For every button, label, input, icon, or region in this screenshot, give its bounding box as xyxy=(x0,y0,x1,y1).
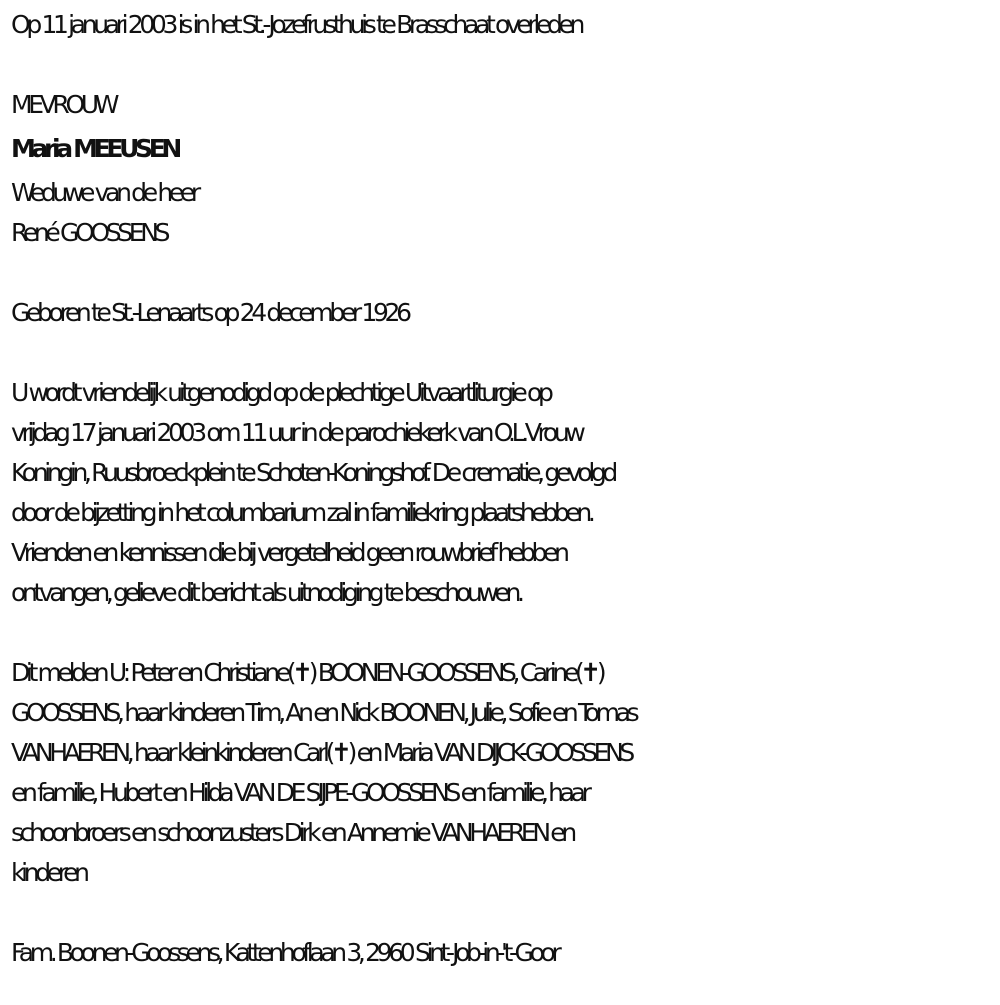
salutation: MEVROUW xyxy=(11,90,116,119)
deceased-name: Maria MEEUSEN xyxy=(11,134,179,163)
family-line: schoonbroers en schoonzusters Dirk en Annemie VANHAEREN en xyxy=(11,818,573,847)
invitation-line: U wordt vriendelijk uitgenodigd op de plechtige Uitvaartliturgie op xyxy=(11,378,550,407)
spacer xyxy=(11,613,991,653)
spacer xyxy=(11,45,991,85)
invitation-line: ontvangen, gelieve dit bericht als uitnodiging te beschouwen. xyxy=(11,578,521,607)
invitation-line: vrijdag 17 januari 2003 om 11 uur in de parochiekerk van O.L.Vrouw xyxy=(11,418,582,447)
family-line: Dit melden U: Peter en Christiane(✝) BOONEN-GOOSSENS, Carine(✝) xyxy=(11,658,603,687)
spacer xyxy=(11,333,991,373)
husband-name: René GOOSSENS xyxy=(11,218,167,247)
birth-line: Geboren te St.-Lenaarts op 24 december 1926 xyxy=(11,298,408,327)
family-address: Fam. Boonen-Goossens, Kattenhoflaan 3, 2960 Sint-Job-in-'t-Goor xyxy=(11,938,558,967)
family-paragraph xyxy=(11,653,991,893)
invitation-line: door de bijzetting in het columbarium zal in familiekring plaatshebben. xyxy=(11,498,592,527)
spacer xyxy=(11,253,991,293)
spacer xyxy=(11,893,991,933)
widow-of-line: Weduwe van de heer xyxy=(11,178,197,207)
invitation-line: Vrienden en kennissen die bij vergetelheid geen rouwbrief hebben xyxy=(11,538,566,567)
family-line: VANHAEREN, haar kleinkinderen Carl(✝) en Maria VAN DIJCK-GOOSSENS xyxy=(11,738,631,767)
family-line: en familie, Hubert en Hilda VAN DE SIJPE-GOOSSENS en familie, haar xyxy=(11,778,588,807)
death-notice xyxy=(11,5,991,973)
intro-line: Op 11 januari 2003 is in het St.-Jozefrusthuis te Brasschaat overleden xyxy=(11,10,582,39)
invitation-line: Koningin, Ruusbroeckplein te Schoten-Koningshof. De crematie, gevolgd xyxy=(11,458,614,487)
family-line: GOOSSENS, haar kinderen Tim, An en Nick BOONEN, Julie, Sofie en Tomas xyxy=(11,698,636,727)
invitation-paragraph xyxy=(11,373,991,613)
family-line: kinderen xyxy=(11,858,86,887)
